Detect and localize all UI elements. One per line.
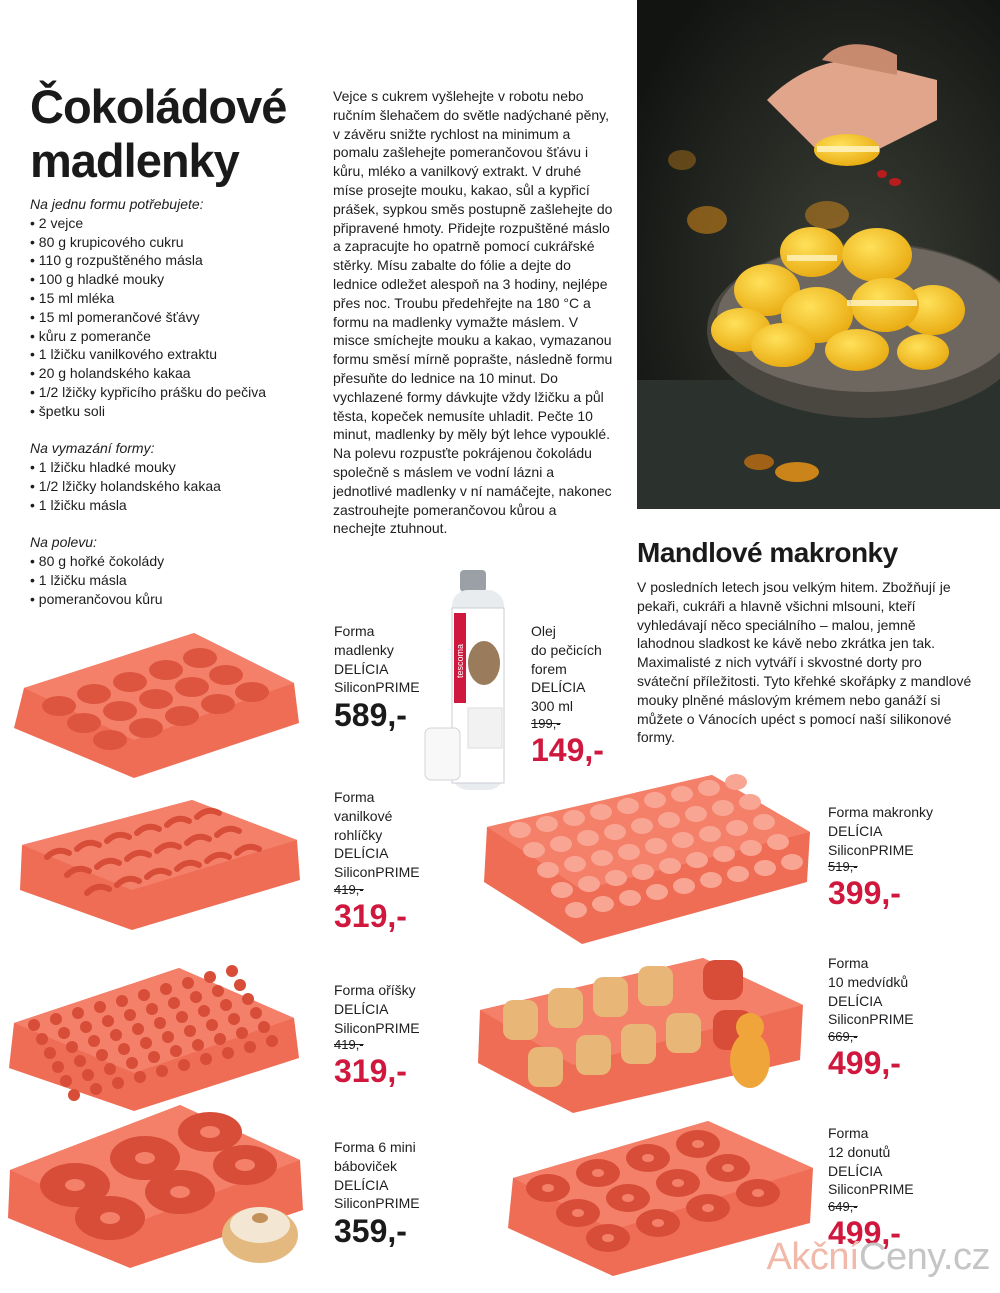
glaze-item: • 1 lžičku másla bbox=[30, 571, 320, 590]
macaron-cavity bbox=[563, 810, 585, 826]
macaron-cavity bbox=[754, 860, 776, 876]
orisky-mold-image bbox=[4, 963, 304, 1113]
nut-cavity bbox=[242, 993, 254, 1005]
product-price: 499,- bbox=[828, 1215, 901, 1252]
nut-cavity bbox=[200, 1053, 212, 1065]
nut-cavity bbox=[214, 1033, 226, 1045]
nut-cavity bbox=[116, 995, 128, 1007]
nut-cavity bbox=[154, 1017, 166, 1029]
nut-cavity bbox=[228, 1013, 240, 1025]
product-madlenky bbox=[334, 622, 420, 733]
ingredient-item: • 1/2 lžičky kypřicího prášku do pečiva bbox=[30, 383, 320, 402]
product-orisky bbox=[334, 981, 420, 1089]
ingredient-item: • 80 g krupicového cukru bbox=[30, 233, 320, 252]
product-old-price: 649,- bbox=[828, 1199, 858, 1215]
product-medvidku bbox=[828, 954, 914, 1081]
greasing-item: • 1/2 lžičky holandského kakaa bbox=[30, 477, 320, 496]
nut-cavity bbox=[88, 1035, 100, 1047]
nut-cavity bbox=[192, 1039, 204, 1051]
nut-cavity bbox=[184, 1025, 196, 1037]
macaron-cavity bbox=[578, 876, 600, 892]
nut-cavity bbox=[220, 999, 232, 1011]
nut-cavity bbox=[110, 1029, 122, 1041]
product-name: Forma 10 medvídků DELÍCIA SiliconPRIME bbox=[828, 955, 914, 1028]
nut-cavity bbox=[94, 1001, 106, 1013]
oil-spray-image bbox=[420, 568, 525, 803]
nut-cavity bbox=[178, 1059, 190, 1071]
nut-cavity bbox=[140, 1037, 152, 1049]
macaron-photo bbox=[637, 0, 1000, 509]
macaron-cavity bbox=[605, 870, 627, 886]
macaron-cavity bbox=[590, 804, 612, 820]
macaron-cavity bbox=[672, 832, 694, 848]
page-title: Čokoládové madlenky bbox=[30, 80, 287, 187]
nut-cavity bbox=[156, 1065, 168, 1077]
macaron-cavity bbox=[698, 780, 720, 796]
macaron-cavity bbox=[685, 806, 707, 822]
nut-cavity bbox=[132, 1023, 144, 1035]
product-name: Forma 6 mini báboviček DELÍCIA SiliconPRIME bbox=[334, 1139, 420, 1212]
macaron-cavity bbox=[564, 856, 586, 872]
macaron-cavity bbox=[509, 822, 531, 838]
makronky-title: Mandlové makronky bbox=[637, 537, 898, 568]
ingredient-item: • 15 ml mléka bbox=[30, 289, 320, 308]
nut-cavity bbox=[112, 1077, 124, 1089]
ingredient-item: • 100 g hladké mouky bbox=[30, 270, 320, 289]
nut-cavity bbox=[168, 997, 180, 1009]
glaze-item: • 80 g hořké čokolády bbox=[30, 552, 320, 571]
nut-cavity bbox=[204, 971, 216, 983]
nut-cavity bbox=[176, 1011, 188, 1023]
macaron-cavity bbox=[659, 858, 681, 874]
macaron-cavity bbox=[753, 814, 775, 830]
nut-cavity bbox=[198, 1005, 210, 1017]
macaron-cavity bbox=[631, 818, 653, 834]
macaron-cavity bbox=[671, 786, 693, 802]
ingredient-item: • špetku soli bbox=[30, 402, 320, 421]
nut-cavity bbox=[138, 989, 150, 1001]
madlenky-mold-image bbox=[4, 628, 304, 783]
nut-cavity bbox=[206, 1019, 218, 1031]
babovicek-mold-image bbox=[5, 1100, 305, 1270]
nut-cavity bbox=[162, 1031, 174, 1043]
macaron-cavity bbox=[523, 842, 545, 858]
product-name: Forma madlenky DELÍCIA SiliconPRIME bbox=[334, 623, 420, 696]
nut-cavity bbox=[82, 1069, 94, 1081]
macaron-cavity bbox=[739, 794, 761, 810]
macaron-cavity bbox=[577, 830, 599, 846]
macaron-cavity bbox=[618, 844, 640, 860]
rohlicky-mold-image bbox=[12, 795, 302, 935]
ingredient-item: • 110 g rozpuštěného másla bbox=[30, 251, 320, 270]
macaron-cavity bbox=[781, 854, 803, 870]
nut-cavity bbox=[102, 1015, 114, 1027]
spray-brand-label: tescoma bbox=[455, 643, 465, 678]
macaron-cavity bbox=[536, 816, 558, 832]
nut-cavity bbox=[124, 1009, 136, 1021]
macaron-cavity bbox=[727, 866, 749, 882]
nut-cavity bbox=[104, 1063, 116, 1075]
nut-cavity bbox=[66, 1041, 78, 1053]
nut-cavity bbox=[134, 1071, 146, 1083]
product-price: 499,- bbox=[828, 1045, 901, 1082]
product-name: Forma makronky DELÍCIA SiliconPRIME bbox=[828, 804, 934, 858]
macaron-cavity bbox=[591, 850, 613, 866]
product-name: Forma oříšky DELÍCIA SiliconPRIME bbox=[334, 982, 420, 1036]
nut-cavity bbox=[80, 1021, 92, 1033]
macaron-cavity bbox=[713, 846, 735, 862]
makronky-text: V posledních letech jsou velkým hitem. Zbožňují je pekaři, cukráři a hlavně všichni mlsouni, kteří vyhledávají něco speciálního – malou, jemně lahodnou sladkost ke kávě nebo zkrátka jen tak. Maximalisté z nich vytváří i skvostné dorty pro sváteční příležitosti. Tyto křehké skořápky z mandlové mouky plněné máslovým krémem nebo ganáží si můžete o Vánocích upéct s pomocí naší silikonové formy. bbox=[637, 579, 972, 746]
nut-cavity bbox=[236, 1027, 248, 1039]
nut-cavity bbox=[226, 965, 238, 977]
product-name: Forma vanilkové rohlíčky DELÍCIA SiliconPRIME bbox=[334, 789, 420, 881]
nut-cavity bbox=[266, 1035, 278, 1047]
nut-cavity bbox=[28, 1019, 40, 1031]
product-babovicek bbox=[334, 1138, 420, 1249]
macaron-cavity bbox=[725, 774, 747, 790]
greasing-item: • 1 lžičku másla bbox=[30, 496, 320, 515]
macaron-cavity bbox=[550, 836, 572, 852]
nut-cavity bbox=[60, 1075, 72, 1087]
product-price: 359,- bbox=[334, 1213, 407, 1250]
medvidku-mold-image bbox=[478, 955, 808, 1115]
macaron-cavity bbox=[619, 890, 641, 906]
product-price: 399,- bbox=[828, 875, 901, 912]
nut-cavity bbox=[44, 1047, 56, 1059]
greasing-item: • 1 lžičku hladké mouky bbox=[30, 458, 320, 477]
product-price: 589,- bbox=[334, 697, 407, 734]
nut-cavity bbox=[170, 1045, 182, 1057]
nut-cavity bbox=[250, 1007, 262, 1019]
macaron-cavity bbox=[740, 840, 762, 856]
nut-cavity bbox=[212, 985, 224, 997]
greasing-header: Na vymazání formy: bbox=[30, 440, 155, 457]
recipe-text: Vejce s cukrem vyšlehejte v robotu nebo ručním šlehačem do světle nadýchané pěny, v závěru snižte rychlost na minimum a pomalu zašlehejte pomerančovou šťávu i kůru, mléko a vanilkový extrakt. V druhé míse prosejte mouku, kakao, sůl a kypřicí prášek, sypkou směs postupně zašlehejte do připravené hmoty. Přidejte rozpuštěné máslo a zapracujte ho opatrně pomocí cukrářské stěrky. Mísu zabalte do fólie a dejte do lednice odležet alespoň na 3 hodiny, nejlépe přes noc. Troubu předehřejte na 180 °C a formu na madlenky vymažte máslem. V misce smíchejte mouku a kakao, vymazanou formu směsí mírně poprašte, následně formu přesuňte do lednice na 10 minut. Do vychlazené formy dávkujte vždy lžičku a půl těsta, kopeček nemusíte uhladit. Pečte 10 minut, madlenky by měly být lehce vypouklé. Na polevu rozpusťte pokrájenou čokoládu společně s máslem ve vodní lázni a jednotlivé madlenky v ní namáčejte, nakonec zastrouhejte pomerančovou kůrou a nechejte ztuhnout. bbox=[333, 88, 613, 537]
macaron-cavity bbox=[646, 884, 668, 900]
macaron-cavity bbox=[551, 882, 573, 898]
macaron-cavity bbox=[537, 862, 559, 878]
product-old-price: 419,- bbox=[334, 881, 364, 897]
product-donutu bbox=[828, 1124, 914, 1251]
product-price: 319,- bbox=[334, 1053, 407, 1090]
nut-cavity bbox=[148, 1051, 160, 1063]
ingredient-item: • 20 g holandského kakaa bbox=[30, 364, 320, 383]
macaron-cavity bbox=[767, 834, 789, 850]
macaron-cavity bbox=[604, 824, 626, 840]
nut-cavity bbox=[234, 979, 246, 991]
product-old-price: 419,- bbox=[334, 1037, 364, 1053]
macaron-cavity bbox=[726, 820, 748, 836]
nut-cavity bbox=[72, 1007, 84, 1019]
product-name: Forma 12 donutů DELÍCIA SiliconPRIME bbox=[828, 1125, 914, 1198]
ingredient-item: • 1 lžičku vanilkového extraktu bbox=[30, 345, 320, 364]
ingredient-item: • kůru z pomeranče bbox=[30, 327, 320, 346]
ingredient-item: • 2 vejce bbox=[30, 214, 320, 233]
macaron-cavity bbox=[632, 864, 654, 880]
nut-cavity bbox=[74, 1055, 86, 1067]
glaze-header: Na polevu: bbox=[30, 534, 97, 551]
product-rohlicky bbox=[334, 788, 420, 934]
macaron-cavity bbox=[700, 872, 722, 888]
product-makronky bbox=[828, 803, 933, 911]
product-olej bbox=[531, 622, 604, 768]
nut-cavity bbox=[126, 1057, 138, 1069]
macaron-cavity bbox=[565, 902, 587, 918]
nut-cavity bbox=[258, 1021, 270, 1033]
nut-cavity bbox=[36, 1033, 48, 1045]
macaron-cavity bbox=[592, 896, 614, 912]
macaron-cavity bbox=[617, 798, 639, 814]
makronky-mold-image bbox=[482, 772, 812, 947]
glaze-item: • pomerančovou kůru bbox=[30, 590, 320, 609]
nut-cavity bbox=[146, 1003, 158, 1015]
macaron-cavity bbox=[644, 792, 666, 808]
ingredients-header: Na jednu formu potřebujete: bbox=[30, 196, 204, 212]
macaron-cavity bbox=[645, 838, 667, 854]
nut-cavity bbox=[96, 1049, 108, 1061]
macaron-cavity bbox=[686, 852, 708, 868]
nut-cavity bbox=[52, 1061, 64, 1073]
macaron-cavity bbox=[712, 800, 734, 816]
nut-cavity bbox=[190, 991, 202, 1003]
nut-cavity bbox=[90, 1083, 102, 1095]
product-price: 149,- bbox=[531, 731, 604, 768]
product-price: 319,- bbox=[334, 897, 407, 934]
product-old-price: 669,- bbox=[828, 1029, 858, 1045]
ingredient-item: • 15 ml pomerančové šťávy bbox=[30, 308, 320, 327]
product-old-price: 519,- bbox=[828, 859, 858, 875]
macaron-cavity bbox=[673, 878, 695, 894]
macaron-cavity bbox=[658, 812, 680, 828]
nut-cavity bbox=[222, 1047, 234, 1059]
nut-cavity bbox=[244, 1041, 256, 1053]
macaron-cavity bbox=[699, 826, 721, 842]
nut-cavity bbox=[160, 983, 172, 995]
watermark-logo: AkčníCeny.cz bbox=[766, 1236, 990, 1278]
product-old-price: 199,- bbox=[531, 715, 561, 731]
ingredients-list bbox=[30, 195, 320, 609]
nut-cavity bbox=[118, 1043, 130, 1055]
nut-cavity bbox=[182, 977, 194, 989]
nut-cavity bbox=[58, 1027, 70, 1039]
product-name: Olej do pečicích forem DELÍCIA 300 ml bbox=[531, 623, 602, 715]
nut-cavity bbox=[50, 1013, 62, 1025]
